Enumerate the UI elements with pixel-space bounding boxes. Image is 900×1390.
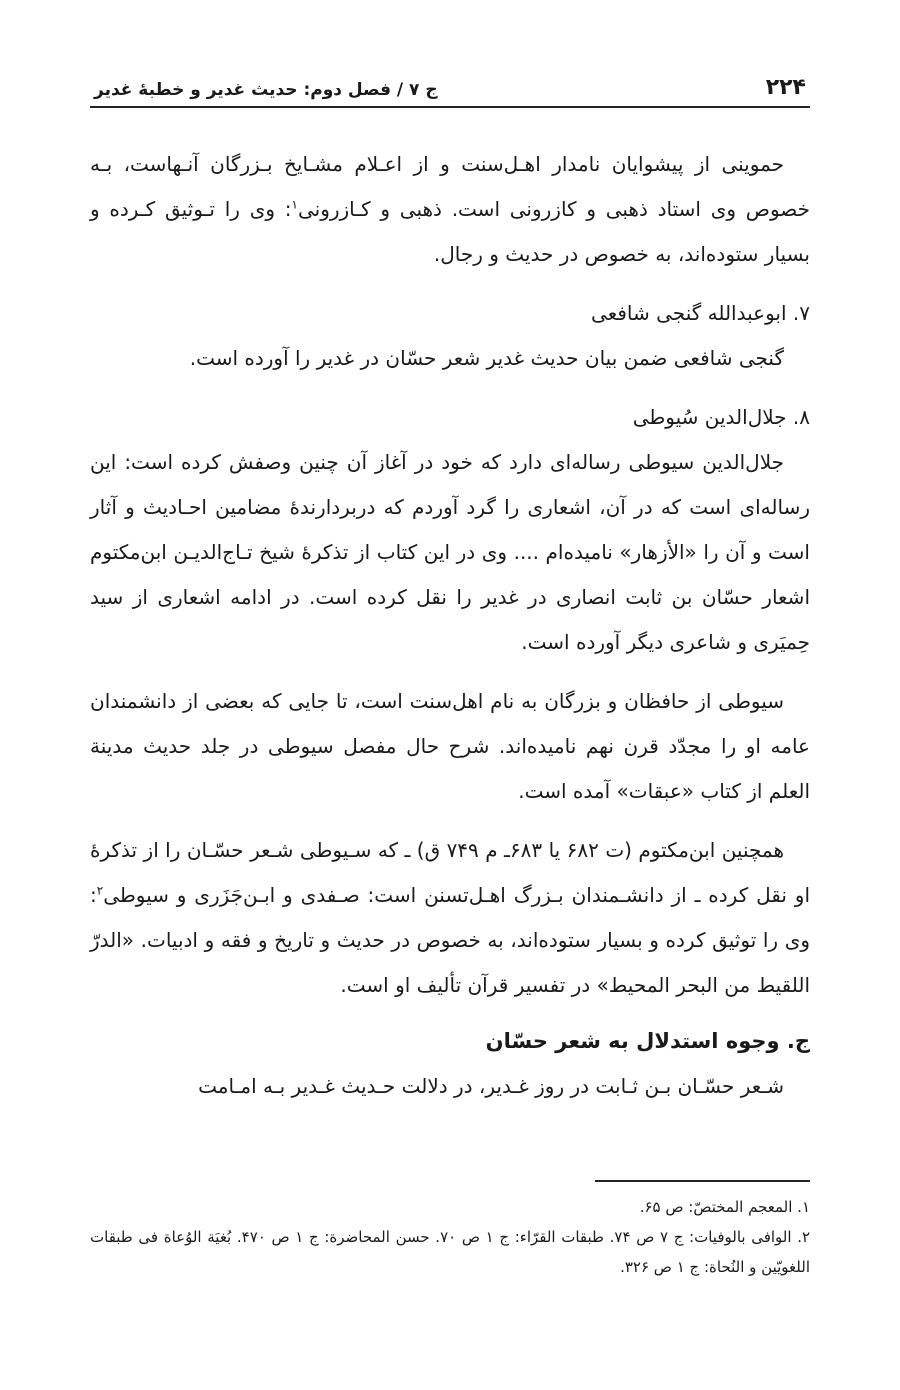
running-title: ج ۷ / فصل دوم: حدیث غدیر و خطبهٔ غدیر	[94, 80, 438, 100]
footnote-1: ۱. المعجم المختصّ: ص ۶۵.	[639, 1198, 810, 1216]
paragraph-suyuti-bio: سیوطی از حافظان و بزرگان به نام اهل‌سنت است، تا جایی که بعضی از دانشمندان عامه او را مجدّد قرن نهم نامیده‌اند. شرح حال مفصل سیوطی در جلد حدیث مدینة العلم از کتاب «عبقات» آمده است.	[90, 689, 810, 803]
paragraph-suyuti-risala: جلال‌الدین سیوطی رساله‌ای دارد که خود در آغاز آن چنین وصفش کرده است: این رساله‌ای است که در آن، اشعاری را گرد آوردم که دربردارندهٔ مضامین احـادیث و آثار است و آن را «الأزهار» نامیده‌ام .... وی در این کتاب از تذکرهٔ شیخ تـاج‌الدیـن ابن‌مکتوم اشعار حسّان بن ثابت انصاری در غدیر را نقل کرده است. در ادامه اشعاری از سید حِمیَری و شاعری دیگر آورده است.	[90, 450, 810, 654]
footnote-ref-2[interactable]: ۲	[96, 883, 104, 898]
paragraph-ganji: گنجی شافعی ضمن بیان حدیث غدیر شعر حسّان در غدیر را آورده است.	[189, 346, 784, 370]
book-page	[90, 60, 810, 1109]
footnotes	[90, 1180, 810, 1282]
paragraph-ibn-maktum	[90, 828, 810, 1008]
paragraph-hassan-poem: شـعر حسّـان بـن ثـابت در روز غـدیر، در دلالت حـدیث غـدیر بـه امـامت	[198, 1074, 784, 1098]
paragraph-text-end: : وی را تـوثیق کـرده و بسیار ستوده‌اند، به خصوص در حدیث و رجال.	[90, 197, 810, 266]
paragraph-hamuyini	[90, 142, 810, 277]
running-header	[90, 60, 810, 108]
paragraph-text-end: : وی را توثیق کرده و بسیار ستوده‌اند، به خصوص در حدیث و تاریخ و فقه و ادبیات. «الدرّ اللقیط من البحر المحیط» در تفسیر قرآن تألیف او است.	[90, 883, 810, 997]
paragraph-text: حموینی از پیشوایان نامدار اهـل‌سنت و از اعـلام مشـایخ بـزرگان آنـهاست، بـه خصوص وی استاد ذهبی و کازرونی است. ذهبی و کـازرونی	[90, 152, 810, 221]
paragraph-text: همچنین ابن‌مکتوم (ت ۶۸۲ یا ۶۸۳ـ م ۷۴۹ ق) ـ که سـیوطی شـعر حسّـان را از تذکرهٔ او نقل کرده ـ از دانشـمندان بـزرگ اهـل‌تسنن است: صـفدی و ابـن‌جَزَری و سیوطی	[90, 838, 810, 907]
item-8-heading: ۸. جلال‌الدین سُیوطی	[632, 405, 810, 429]
footnote-divider	[595, 1180, 810, 1182]
body-text	[90, 142, 810, 1109]
section-heading: ج. وجوه استدلال به شعر حسّان	[485, 1029, 810, 1053]
footnote-2: ۲. الوافی بالوفیات: ج ۷ ص ۷۴. طبقات القرّاء: ج ۱ ص ۷۰. حسن المحاضرة: ج ۱ ص ۴۷۰. بُغیَة الوُعاة فی طبقات اللغویّین و النُحاة: ج ۱ ص ۳۲۶.	[90, 1228, 811, 1276]
page-number: ۲۲۴	[765, 75, 806, 100]
item-7-heading: ۷. ابوعبدالله گنجی شافعی	[591, 301, 810, 325]
footnote-ref-1[interactable]: ۱	[291, 197, 298, 212]
